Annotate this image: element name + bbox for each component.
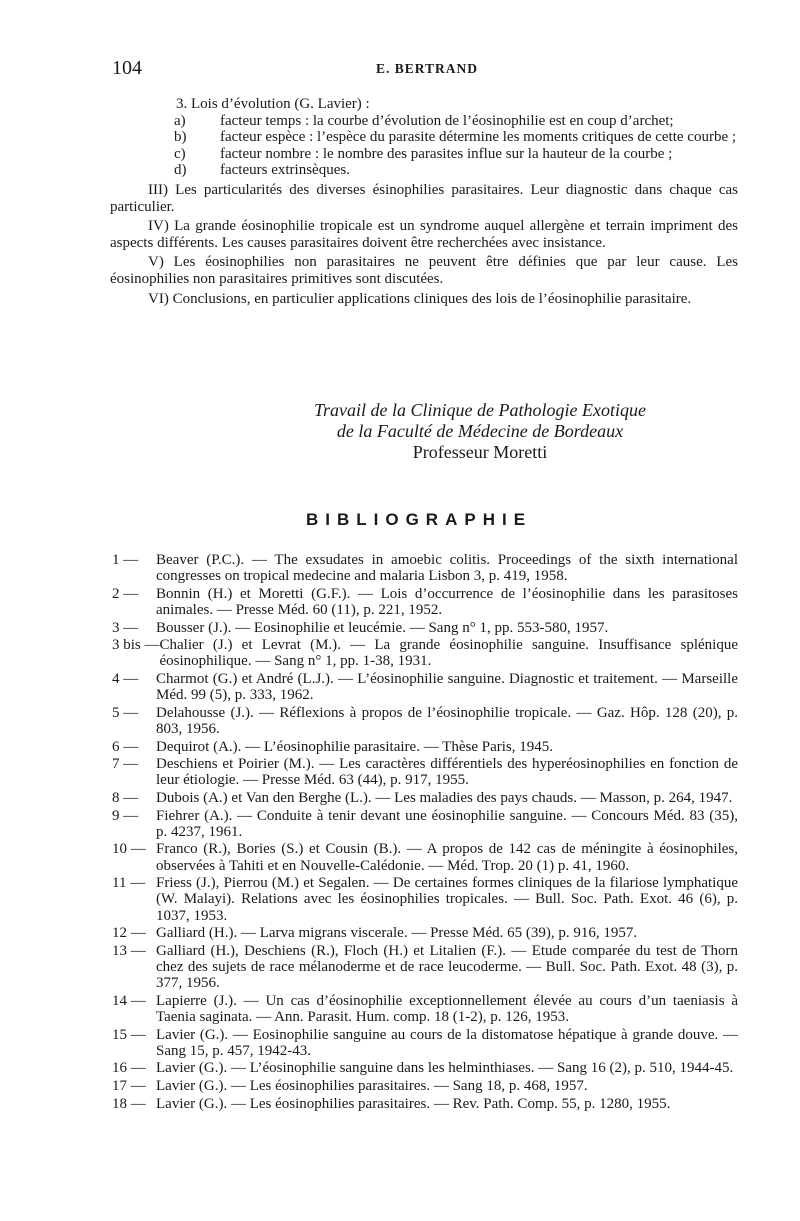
bibliography-entry: [112, 1027, 738, 1059]
law-item-text: facteur temps : la courbe d’évolution de l’éosinophilie est en coup d’archet;: [220, 112, 674, 129]
bibliography-entry-number: 12 —: [112, 925, 146, 942]
bibliography-entry: [112, 841, 738, 873]
bibliography-entry-number: 2 —: [112, 585, 139, 602]
bibliography-entry-text: Bonnin (H.) et Moretti (G.F.). — Lois d’occurrence de l’éosinophilie dans les parasitoses animales. — Presse Méd. 60 (11), p. 221, 1952.: [156, 585, 738, 618]
bibliography-entry: [112, 586, 738, 618]
bibliography-entry-text: Lapierre (J.). — Un cas d’éosinophilie exceptionnellement élevée au cours d’un taeniasis à Taenia saginata. — Ann. Parasit. Hum. comp. 18 (1-2), p. 126, 1953.: [156, 992, 738, 1025]
bibliography-entry-text: Fiehrer (A.). — Conduite à tenir devant une éosinophilie sanguine. — Concours Méd. 83 (35), p. 4237, 1961.: [156, 807, 738, 840]
laws-title: 3. Lois d’évolution (G. Lavier) :: [176, 96, 370, 112]
bibliography-entry-text: Friess (J.), Pierrou (M.) et Segalen. — De certaines formes cliniques de la filariose lymphatique (W. Malayi). Relations avec les éosinophilies tropicales. — Bull. Soc. Path. Exot. 46 (6), p. 1037, 1953.: [156, 875, 738, 924]
paragraph-iii: III) Les particularités des diverses ésinophilies parasitaires. Leur diagnostic dans chaque cas particulier.: [110, 181, 738, 215]
bibliography-entry-text: Lavier (G.). — Eosinophilie sanguine au cours de la distomatose hépatique à grande douve. — Sang 15, p. 457, 1942-43.: [156, 1026, 738, 1059]
bibliography-entry: [112, 925, 738, 941]
law-item: [174, 129, 738, 146]
bibliography-entry-number: 4 —: [112, 670, 139, 687]
bibliography-entry: [112, 875, 738, 924]
running-head: E. BERTRAND: [375, 61, 479, 76]
bibliography-entry: [112, 620, 738, 636]
bibliography-heading: BIBLIOGRAPHIE: [305, 510, 533, 529]
bibliography-list: [112, 552, 738, 1113]
bibliography-entry-number: 3 —: [112, 619, 139, 636]
law-item: [174, 162, 738, 179]
law-item-text: facteur espèce : l’espèce du parasite détermine les moments critiques de cette courbe ;: [220, 129, 737, 146]
laws-list: [110, 113, 738, 179]
law-item-label: d): [174, 162, 187, 179]
page-number: 104: [112, 57, 142, 79]
bibliography-entry-text: Beaver (P.C.). — The exsudates in amoebic colitis. Proceedings of the sixth international congresses on tropical medecine and malaria Lisbon 3, p. 419, 1958.: [156, 552, 738, 585]
bibliography-entry-number: 5 —: [112, 704, 139, 721]
bibliography-entry-number: 15 —: [112, 1026, 146, 1043]
credit-line-1: Travail de la Clinique de Pathologie Exotique: [314, 400, 646, 420]
bibliography-entry: [112, 1060, 738, 1076]
bibliography-entry: [112, 552, 738, 584]
bibliography-entry-text: Dequirot (A.). — L’éosinophilie parasitaire. — Thèse Paris, 1945.: [156, 738, 554, 755]
bibliography-entry-text: Deschiens et Poirier (M.). — Les caractères différentiels des hyperéosinophilies en fonction de leur étiologie. — Presse Méd. 63 (44), p. 917, 1955.: [156, 756, 738, 789]
law-item-label: c): [174, 145, 186, 162]
paragraph-iv: IV) La grande éosinophilie tropicale est un syndrome auquel allergène et terrain impriment des aspects différents. Les causes parasitaires doivent être recherchées avec insistance.: [110, 218, 738, 251]
bibliography-entry-number: 1 —: [112, 552, 139, 568]
bibliography-entry-number: 9 —: [112, 807, 139, 824]
page-header: [112, 57, 742, 83]
bibliography-entry-number: 17 —: [112, 1077, 146, 1094]
bibliography-entry: [112, 1096, 738, 1112]
credit-line-3: Professeur Moretti: [412, 442, 548, 462]
bibliography-entry-number: 13 —: [112, 942, 146, 959]
bibliography-entry: [112, 671, 738, 703]
bibliography-entry: [112, 1078, 738, 1094]
paragraph-vi: VI) Conclusions, en particulier applications cliniques des lois de l’éosinophilie parasitaire.: [148, 290, 692, 307]
bibliography-entry-number: 10 —: [112, 841, 146, 858]
bibliography-entry-text: Delahousse (J.). — Réflexions à propos de l’éosinophilie tropicale. — Gaz. Hôp. 128 (20), p. 803, 1956.: [156, 704, 738, 737]
bibliography-entry: [112, 808, 738, 840]
bibliography-entry: [112, 993, 738, 1025]
bibliography-entry-number: 11 —: [112, 875, 146, 892]
institution-credit: [250, 400, 710, 463]
bibliography-entry-number: 16 —: [112, 1060, 146, 1077]
bibliography-entry-number: 6 —: [112, 738, 139, 755]
law-item-label: a): [174, 112, 186, 129]
bibliography-entry: [112, 637, 738, 669]
credit-line-2: de la Faculté de Médecine de Bordeaux: [336, 421, 624, 441]
law-item: [174, 113, 738, 130]
bibliography-entry-number: 18 —: [112, 1095, 146, 1112]
bibliography-entry: [112, 943, 738, 992]
bibliography-entry-number: 7 —: [112, 756, 139, 773]
bibliography-entry-text: Galliard (H.). — Larva migrans viscerale. — Presse Méd. 65 (39), p. 916, 1957.: [156, 925, 638, 942]
law-item-label: b): [174, 129, 187, 146]
body-text: [110, 96, 738, 307]
bibliography-entry: [112, 705, 738, 737]
bibliography-entry-number: 8 —: [112, 789, 139, 806]
bibliography-entry: [112, 756, 738, 788]
bibliography-entry-text: Lavier (G.). — Les éosinophilies parasitaires. — Sang 18, p. 468, 1957.: [156, 1077, 588, 1094]
bibliography-entry-number: 3 bis —: [112, 637, 160, 654]
law-item-text: facteurs extrinsèques.: [220, 162, 350, 179]
law-item-text: facteur nombre : le nombre des parasites influe sur la hauteur de la courbe ;: [220, 145, 673, 162]
bibliography-entry-text: Chalier (J.) et Levrat (M.). — La grande éosinophilie sanguine. Insuffisance splénique éosinophilique. — Sang n° 1, pp. 1-38, 1931.: [159, 637, 738, 670]
bibliography-entry-text: Franco (R.), Bories (S.) et Cousin (B.). — A propos de 142 cas de méningite à éosinophiles, observées à Tahiti et en Nouvelle-Calédonie. — Méd. Trop. 20 (1) p. 41, 1960.: [156, 841, 738, 874]
paragraph-v: V) Les éosinophilies non parasitaires ne peuvent être définies que par leur cause. Les éosinophilies non parasitaires primitives sont discutées.: [110, 254, 738, 287]
bibliography-entry-text: Galliard (H.), Deschiens (R.), Floch (H.) et Litalien (F.). — Etude comparée du test de Thorn chez des sujets de race mélanoderme et de race leucoderme. — Bull. Soc. Path. Exot. 48 (3), p. 377, 1956.: [156, 942, 738, 992]
bibliography-entry-text: Lavier (G.). — L’éosinophilie sanguine dans les helminthiases. — Sang 16 (2), p. 510, 1944-45.: [156, 1060, 734, 1077]
bibliography-entry-text: Dubois (A.) et Van den Berghe (L.). — Les maladies des pays chauds. — Masson, p. 264, 1947.: [156, 789, 733, 806]
bibliography-entry: [112, 790, 738, 806]
bibliography-entry: [112, 739, 738, 755]
law-item: [174, 146, 738, 163]
bibliography-entry-text: Charmot (G.) et André (L.J.). — L’éosinophilie sanguine. Diagnostic et traitement. — Marseille Méd. 99 (5), p. 333, 1962.: [156, 670, 738, 704]
bibliography-entry-number: 14 —: [112, 992, 146, 1009]
bibliography-entry-text: Lavier (G.). — Les éosinophilies parasitaires. — Rev. Path. Comp. 55, p. 1280, 1955.: [156, 1095, 671, 1112]
bibliography-entry-text: Bousser (J.). — Eosinophilie et leucémie. — Sang n° 1, pp. 553-580, 1957.: [156, 619, 609, 636]
